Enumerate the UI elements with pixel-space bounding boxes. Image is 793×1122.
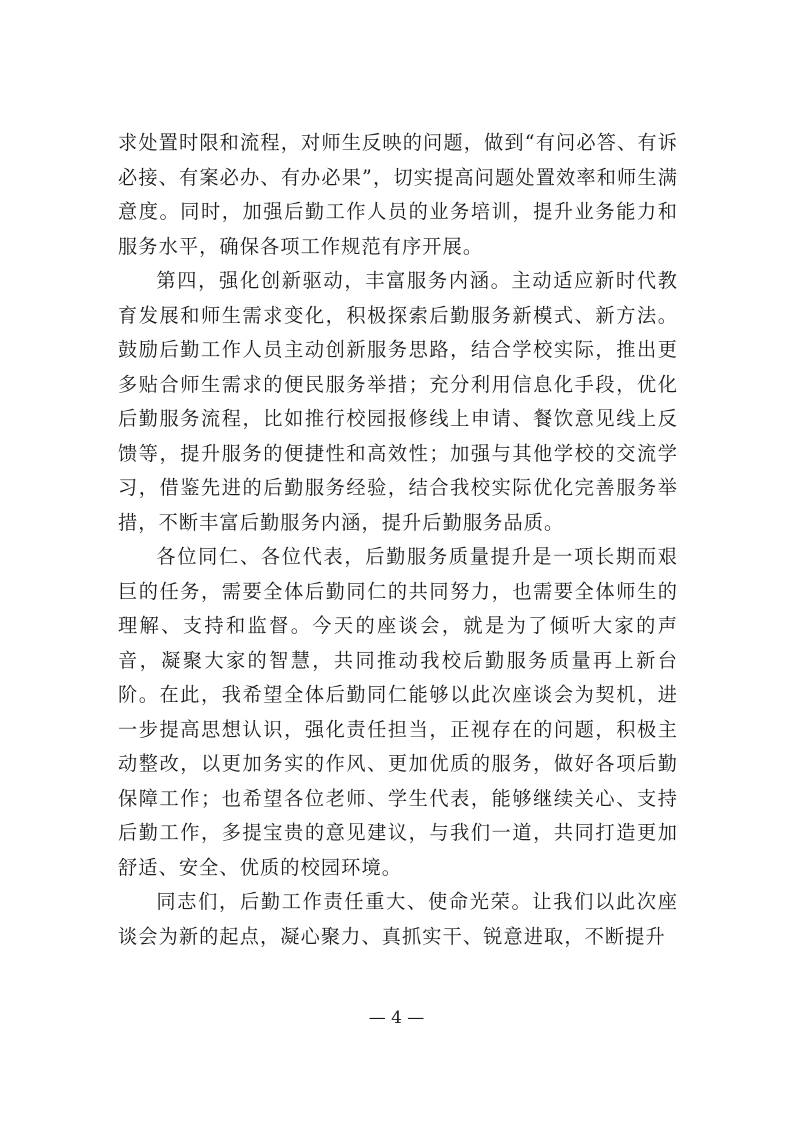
- paragraph-fourth-point: 第四，强化创新驱动，丰富服务内涵。主动适应新时代教育发展和师生需求变化，积极探索后勤服务新模式、新方法。鼓励后勤工作人员主动创新服务思路，结合学校实际，推出更多贴合师生需求的便民服务举措；充分利用信息化手段，优化后勤服务流程，比如推行校园报修线上申请、餐饮意见线上反馈等，提升服务的便捷性和高效性；加强与其他学校的交流学习，借鉴先进的后勤服务经验，结合我校实际优化完善服务举措，不断丰富后勤服务内涵，提升后勤服务品质。: [118, 269, 678, 534]
- paragraph-continuation: 求处置时限和流程，对师生反映的问题，做到“有问必答、有诉必接、有案必办、有办必果”，切实提高问题处置效率和师生满意度。同时，加强后勤工作人员的业务培训，提升业务能力和服务水平，确保各项工作规范有序开展。: [118, 131, 678, 258]
- paragraph-address-colleagues: 各位同仁、各位代表，后勤服务质量提升是一项长期而艰巨的任务，需要全体后勤同仁的共同努力，也需要全体师生的理解、支持和监督。今天的座谈会，就是为了倾听大家的声音，凝聚大家的智慧，共同推动我校后勤服务质量再上新台阶。在此，我希望全体后勤同仁能够以此次座谈会为契机，进一步提高思想认识，强化责任担当，正视存在的问题，积极主动整改，以更加务实的作风、更加优质的服务，做好各项后勤保障工作；也希望各位老师、学生代表，能够继续关心、支持后勤工作，多提宝贵的意见建议，与我们一道，共同打造更加舒适、安全、优质的校园环境。: [118, 545, 678, 879]
- body-text: [118, 126, 678, 954]
- paragraph-closing: 同志们，后勤工作责任重大、使命光荣。让我们以此次座谈会为新的起点，凝心聚力、真抓实干、锐意进取，不断提升: [118, 890, 678, 948]
- page-number: — 4 —: [368, 1008, 425, 1028]
